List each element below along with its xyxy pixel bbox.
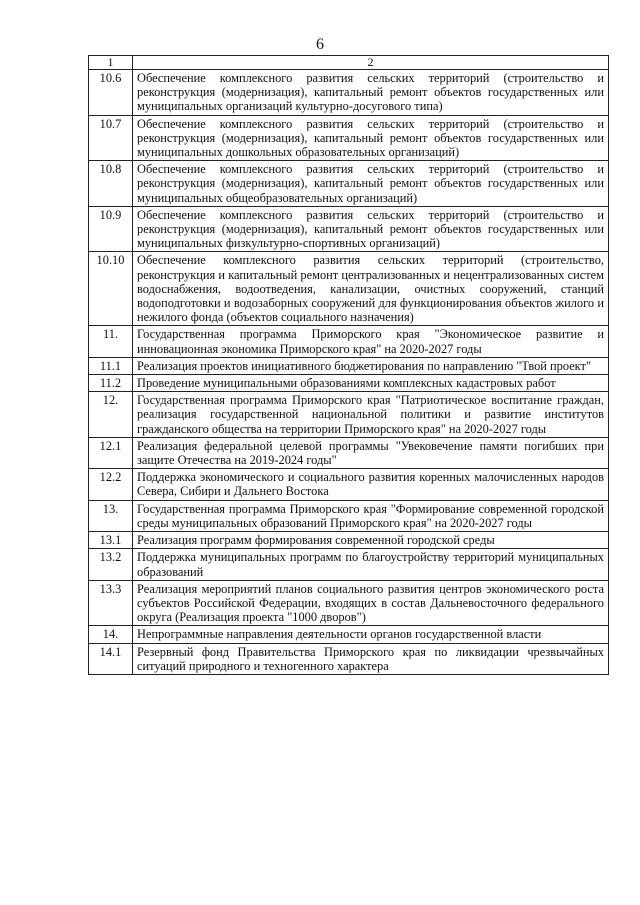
table-row xyxy=(89,626,609,643)
table-row xyxy=(89,549,609,580)
row-text: Непрограммные направления деятельности органов государственной власти xyxy=(133,626,609,643)
row-text: Реализация федеральной целевой программы "Увековечение памяти погибших при защите Отечества на 2019-2024 годы" xyxy=(133,437,609,468)
row-text: Обеспечение комплексного развития сельских территорий (строительство, реконструкция и капитальный ремонт централизованных и нецентрализованных систем водоснабжения, водоотведения, канализации, очистных сооружений, станций водоподготовки и водозаборных сооружений для функционирования объектов жилого и нежилого фонда (объектов социального назначения) xyxy=(133,252,609,326)
row-number: 13.1 xyxy=(89,532,133,549)
row-text: Поддержка экономического и социального развития коренных малочисленных народов Севера, Сибири и Дальнего Востока xyxy=(133,469,609,500)
table-row xyxy=(89,206,609,252)
row-number: 11. xyxy=(89,326,133,357)
row-number: 10.6 xyxy=(89,70,133,116)
table-row xyxy=(89,161,609,207)
row-number: 10.7 xyxy=(89,115,133,161)
row-text: Обеспечение комплексного развития сельских территорий (строительство и реконструкция (модернизация), капитальный ремонт объектов государственных или муниципальных организаций культурно-досугового типа) xyxy=(133,70,609,116)
header-col-number: 1 xyxy=(89,56,133,70)
row-number: 11.2 xyxy=(89,375,133,392)
table-row xyxy=(89,437,609,468)
table-row xyxy=(89,469,609,500)
row-number: 12.2 xyxy=(89,469,133,500)
table-header-row xyxy=(89,56,609,70)
row-number: 13. xyxy=(89,500,133,531)
row-number: 11.1 xyxy=(89,357,133,374)
row-number: 12. xyxy=(89,392,133,438)
table-row xyxy=(89,70,609,116)
table-row xyxy=(89,357,609,374)
budget-items-table xyxy=(88,55,609,675)
row-number: 13.3 xyxy=(89,580,133,626)
row-number: 10.8 xyxy=(89,161,133,207)
row-text: Реализация проектов инициативного бюджетирования по направлению "Твой проект" xyxy=(133,357,609,374)
row-text: Обеспечение комплексного развития сельских территорий (строительство и реконструкция (модернизация), капитальный ремонт объектов государственных или муниципальных общеобразовательных организаций) xyxy=(133,161,609,207)
row-text: Поддержка муниципальных программ по благоустройству территорий муниципальных образований xyxy=(133,549,609,580)
table-row xyxy=(89,115,609,161)
row-number: 14.1 xyxy=(89,643,133,674)
row-text: Обеспечение комплексного развития сельских территорий (строительство и реконструкция (модернизация), капитальный ремонт объектов государственных или муниципальных физкультурно-спортивных организаций) xyxy=(133,206,609,252)
row-number: 12.1 xyxy=(89,437,133,468)
row-text: Государственная программа Приморского края "Патриотическое воспитание граждан, реализация государственной национальной политики и развитие институтов гражданского общества на территории Приморского края" на 2020-2027 годы xyxy=(133,392,609,438)
row-text: Государственная программа Приморского края "Экономическое развитие и инновационная экономика Приморского края" на 2020-2027 годы xyxy=(133,326,609,357)
table-row xyxy=(89,532,609,549)
table-row xyxy=(89,500,609,531)
row-text: Реализация мероприятий планов социального развития центров экономического роста субъектов Российской Федерации, входящих в состав Дальневосточного федерального округа (Реализация проекта "1000 дворов") xyxy=(133,580,609,626)
row-text: Реализация программ формирования современной городской среды xyxy=(133,532,609,549)
row-text: Резервный фонд Правительства Приморского края по ликвидации чрезвычайных ситуаций природного и техногенного характера xyxy=(133,643,609,674)
page-number: 6 xyxy=(316,36,324,53)
table-row xyxy=(89,326,609,357)
table-row xyxy=(89,392,609,438)
header-col-text: 2 xyxy=(133,56,609,70)
row-number: 14. xyxy=(89,626,133,643)
row-text: Проведение муниципальными образованиями комплексных кадастровых работ xyxy=(133,375,609,392)
table-row xyxy=(89,580,609,626)
table-row xyxy=(89,375,609,392)
row-text: Обеспечение комплексного развития сельских территорий (строительство и реконструкция (модернизация), капитальный ремонт объектов государственных или муниципальных дошкольных образовательных организаций) xyxy=(133,115,609,161)
row-number: 13.2 xyxy=(89,549,133,580)
row-number: 10.9 xyxy=(89,206,133,252)
row-number: 10.10 xyxy=(89,252,133,326)
table-row xyxy=(89,643,609,674)
row-text: Государственная программа Приморского края "Формирование современной городской среды муниципальных образований Приморского края" на 2020-2027 годы xyxy=(133,500,609,531)
table-row xyxy=(89,252,609,326)
